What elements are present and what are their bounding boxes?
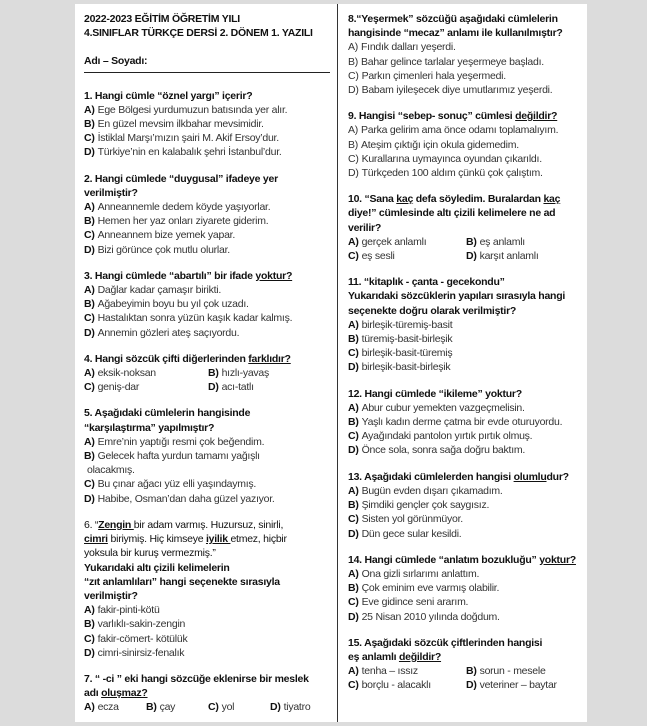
underlined-word: yoktur? xyxy=(255,269,293,282)
stem-text: Yukarıdaki sözcüklerin yapıları sırasıyla hangi xyxy=(348,290,566,303)
question-3 xyxy=(84,269,332,340)
answer-option[interactable] xyxy=(84,632,332,646)
option-text: Yaşlı kadın derme çatma bir evde oturuyordu. xyxy=(361,416,563,429)
question-stem-line xyxy=(348,221,584,235)
exam-course-title: 4.SINIFLAR TÜRKÇE DERSİ 2. DÖNEM 1. YAZILI xyxy=(84,27,313,40)
question-stem-line xyxy=(84,352,332,366)
stem-text: 15. Aşağıdaki sözcük çiftlerinden hangisi xyxy=(348,636,543,649)
option-letter: D) xyxy=(84,326,95,339)
option-text: Habibe, Osman’dan daha güzel yazıyor. xyxy=(97,492,275,505)
option-letter: B) xyxy=(84,450,95,463)
answer-option[interactable] xyxy=(348,55,584,69)
answer-option[interactable] xyxy=(84,283,332,297)
question-stem-line xyxy=(84,269,332,283)
option-text: Dağlar kadar çamaşır birikti. xyxy=(97,284,222,297)
answer-option[interactable] xyxy=(348,40,584,54)
answer-option[interactable] xyxy=(84,117,332,131)
underlined-word: kaç xyxy=(396,193,414,206)
option-text: acı-tatlı xyxy=(221,381,254,394)
option-text: eş sesli xyxy=(361,250,395,263)
answer-option[interactable] xyxy=(348,123,584,137)
option-text: geniş-dar xyxy=(97,381,140,394)
answer-option[interactable] xyxy=(466,678,584,692)
answer-option[interactable] xyxy=(348,581,584,595)
answer-option[interactable] xyxy=(348,360,584,374)
right-column xyxy=(348,12,584,693)
answer-option[interactable] xyxy=(84,311,332,325)
stem-text: eş anlamlı xyxy=(348,650,399,663)
option-letter: C) xyxy=(348,596,359,609)
option-text: çay xyxy=(159,701,176,714)
question-3 xyxy=(348,192,584,263)
answer-option[interactable] xyxy=(348,610,584,624)
question-stem-line xyxy=(348,289,584,303)
option-letter: A) xyxy=(84,201,95,214)
question-stem-line xyxy=(84,589,332,603)
answer-option[interactable] xyxy=(84,492,332,506)
question-4 xyxy=(84,352,332,395)
option-text: 25 Nisan 2010 yılında doğdum. xyxy=(361,610,500,623)
question-4 xyxy=(348,275,584,374)
option-letter: C) xyxy=(348,69,359,82)
option-letter: A) xyxy=(84,367,95,380)
stem-text: 8.“Yeşermek” sözcüğü aşağıdaki cümlelerin xyxy=(348,13,558,25)
option-text: Fındık dalları yeşerdi. xyxy=(361,41,456,54)
answer-option[interactable] xyxy=(348,152,584,166)
option-letter: B) xyxy=(146,701,157,714)
question-stem-line xyxy=(84,406,332,420)
option-letter: C) xyxy=(84,229,95,242)
option-text: Parkın çimenleri hala yeşermedi. xyxy=(361,69,506,82)
option-text: Gelecek hafta yurdun tamamı yağışlı xyxy=(97,450,260,463)
option-text: türemiş-basit-birleşik xyxy=(361,333,453,346)
answer-option[interactable] xyxy=(348,235,466,249)
option-letter: D) xyxy=(348,361,359,374)
option-text: Bugün evden dışarı çıkamadım. xyxy=(361,484,503,497)
underlined-word: değildir? xyxy=(398,650,442,663)
option-letter: C) xyxy=(348,347,359,360)
underlined-word: cimri xyxy=(84,533,108,546)
option-text: Parka gelirim ama önce odamı toplamalıyım. xyxy=(361,124,559,137)
answer-option[interactable] xyxy=(208,366,332,380)
stem-text: diye!” cümlesinde altı çizili kelimelere ne ad xyxy=(348,207,556,220)
options-row xyxy=(84,700,332,714)
option-letter: B) xyxy=(84,118,95,131)
question-stem-line xyxy=(348,304,584,318)
question-stem-line xyxy=(84,546,332,560)
option-letter: B) xyxy=(84,215,95,228)
answer-option[interactable] xyxy=(348,415,584,429)
stem-text: Yukarıdaki altı çizili kelimelerin xyxy=(84,561,230,574)
option-text: Çok eminim eve varmış olabilir. xyxy=(361,582,500,595)
option-letter: C) xyxy=(348,250,359,263)
option-letter: C) xyxy=(348,679,359,692)
option-letter: B) xyxy=(348,582,359,595)
option-letter: A) xyxy=(84,284,95,297)
underlined-word: kaç xyxy=(543,193,561,206)
option-letter: D) xyxy=(466,679,477,692)
option-letter: D) xyxy=(84,146,95,159)
question-stem-line xyxy=(84,172,332,186)
option-letter: D) xyxy=(84,646,95,659)
stem-text: hangisinde “mecaz” anlamı ile kullanılmıştır? xyxy=(348,27,563,40)
option-text: Ağabeyimin boyu bu yıl çok uzadı. xyxy=(97,298,249,311)
option-letter: A) xyxy=(348,124,358,137)
stem-text: verilir? xyxy=(348,221,382,234)
question-stem-line xyxy=(348,26,584,40)
option-text: Türkiye’nin en kalabalık şehri İstanbul’dur. xyxy=(97,146,282,159)
stem-text: 11. “kitaplık - çanta - gecekondu” xyxy=(348,276,505,289)
answer-option[interactable] xyxy=(348,484,584,498)
underlined-word: farklıdır? xyxy=(248,352,291,365)
question-2 xyxy=(348,109,584,180)
option-letter: D) xyxy=(208,381,219,394)
answer-option[interactable] xyxy=(466,664,584,678)
options-row xyxy=(348,249,584,263)
underlined-word: yoktur? xyxy=(539,553,576,566)
answer-option[interactable] xyxy=(208,700,270,714)
option-text: Anneannemle dedem köyde yaşıyorlar. xyxy=(97,201,271,214)
option-letter: D) xyxy=(466,250,477,263)
answer-option[interactable] xyxy=(84,449,332,463)
option-text: Bahar gelince tarlalar yeşermeye başladı. xyxy=(361,55,544,68)
stem-text: 3. Hangi cümlede “abartılı” bir ifade xyxy=(84,269,256,282)
stem-text: bir adam varmış. Huzursuz, sinirli, xyxy=(133,518,284,531)
option-letter: C) xyxy=(84,132,95,145)
option-text: Önce sola, sonra sağa doğru baktım. xyxy=(361,444,526,457)
option-text: eksik-noksan xyxy=(97,367,156,380)
option-text: Kurallarına uymayınca oyundan çıkarıldı. xyxy=(361,152,542,165)
option-text: Babam iyileşecek diye umutlarımız yeşerdi. xyxy=(361,84,553,97)
option-letter: A) xyxy=(84,604,95,617)
option-text: Annemin gözleri ateş saçıyordu. xyxy=(97,326,240,339)
option-text: Anneannem bize yemek yapar. xyxy=(97,229,236,242)
option-letter: A) xyxy=(348,665,359,678)
question-stem-line xyxy=(348,553,584,567)
stem-text: “zıt anlamlıları” hangi seçenekte sırasıyla xyxy=(84,575,280,588)
answer-option[interactable] xyxy=(84,366,208,380)
answer-option[interactable] xyxy=(348,138,584,152)
answer-option[interactable] xyxy=(348,332,584,346)
stem-text: 9. Hangisi “sebep- sonuç” cümlesi xyxy=(348,110,516,123)
option-text: Bizi görünce çok mutlu olurlar. xyxy=(97,243,230,256)
stem-text: 7. “ -ci ” eki hangi sözcüğe eklenirse bir meslek xyxy=(84,672,309,685)
option-text: Emre’nin yaptığı resmi çok beğendim. xyxy=(97,435,265,448)
answer-option[interactable] xyxy=(84,326,332,340)
question-6 xyxy=(348,470,584,541)
option-letter: D) xyxy=(348,444,359,457)
underlined-word: olumlu xyxy=(513,470,547,483)
answer-option[interactable] xyxy=(348,527,584,541)
question-stem-line xyxy=(348,12,584,26)
option-text: Hemen her yaz onları ziyarete giderim. xyxy=(97,215,269,228)
answer-option[interactable] xyxy=(348,567,584,581)
question-stem-line xyxy=(348,109,584,123)
question-stem-line xyxy=(348,275,584,289)
question-stem-line xyxy=(348,387,584,401)
option-text: birleşik-türemiş-basit xyxy=(361,318,453,331)
question-stem-line xyxy=(84,518,332,532)
answer-option[interactable] xyxy=(348,166,584,180)
answer-option[interactable] xyxy=(84,646,332,660)
option-text: olacakmış. xyxy=(87,464,135,477)
stem-text: biriymiş. Hiç kimseye xyxy=(107,533,206,546)
option-letter: D) xyxy=(348,167,359,180)
option-text: Ona gizli sırlarımı anlattım. xyxy=(361,567,480,580)
option-letter: C) xyxy=(348,430,359,443)
option-letter: A) xyxy=(348,484,359,497)
question-stem-line xyxy=(348,470,584,484)
answer-option[interactable] xyxy=(84,228,332,242)
option-text: Abur cubur yemekten vazgeçmelisin. xyxy=(361,401,525,414)
option-letter: B) xyxy=(348,138,358,151)
stem-text: 13. Aşağıdaki cümlelerden hangisi xyxy=(348,470,514,483)
option-letter: B) xyxy=(348,333,359,346)
name-field-label: Adı – Soyadı: xyxy=(84,54,330,72)
stem-text: 5. Aşağıdaki cümlelerin hangisinde xyxy=(84,407,251,420)
option-text: Ege Bölgesi yurdumuzun batısında yer alır. xyxy=(97,103,288,116)
answer-option[interactable] xyxy=(84,435,332,449)
option-text: hızlı-yavaş xyxy=(221,367,270,380)
answer-option[interactable] xyxy=(348,83,584,97)
option-text: fakir-cömert- kötülük xyxy=(97,632,188,645)
option-text: cimri-sinirsiz-fenalık xyxy=(97,646,185,659)
answer-option[interactable] xyxy=(84,103,332,117)
option-letter: C) xyxy=(84,381,95,394)
stem-text: yoksula bir kuruş vermezmiş.” xyxy=(84,547,216,560)
option-letter: A) xyxy=(348,401,359,414)
answer-option[interactable] xyxy=(348,318,584,332)
question-8 xyxy=(348,636,584,693)
option-letter: B) xyxy=(466,235,477,248)
answer-option[interactable] xyxy=(84,131,332,145)
underlined-word: Zengin xyxy=(98,518,134,531)
question-stem-line xyxy=(84,532,332,546)
option-text: karşıt anlamlı xyxy=(479,250,539,263)
question-6 xyxy=(84,518,332,660)
option-letter: A) xyxy=(84,103,95,116)
option-text: borçlu - alacaklı xyxy=(361,679,431,692)
stem-text: adı xyxy=(84,687,102,700)
answer-option[interactable] xyxy=(84,380,208,394)
answer-option[interactable] xyxy=(466,249,584,263)
question-7 xyxy=(348,553,584,624)
question-stem-line xyxy=(84,561,332,575)
question-stem-line xyxy=(84,575,332,589)
option-text: tenha – ıssız xyxy=(361,665,418,678)
option-letter: A) xyxy=(348,567,359,580)
option-text: Eve gidince seni ararım. xyxy=(361,596,469,609)
answer-option[interactable] xyxy=(348,443,584,457)
answer-option[interactable] xyxy=(348,664,466,678)
option-text: İstiklal Marşı’mızın şairi M. Akif Ersoy’dur. xyxy=(97,132,279,145)
option-text: Dün gece sular kesildi. xyxy=(361,527,462,540)
stem-text: verilmiştir? xyxy=(84,186,138,199)
answer-option[interactable] xyxy=(348,595,584,609)
option-text: eş anlamlı xyxy=(479,235,525,248)
question-stem-line xyxy=(348,192,584,206)
answer-option[interactable] xyxy=(84,700,146,714)
option-letter: B) xyxy=(466,665,477,678)
underlined-word: değildir? xyxy=(515,110,558,123)
question-stem-line xyxy=(84,672,332,686)
underlined-word: oluşmaz? xyxy=(101,687,148,700)
option-text: Sisten yol görünmüyor. xyxy=(361,513,463,526)
option-letter: B) xyxy=(84,298,95,311)
option-letter: D) xyxy=(84,243,95,256)
option-letter: C) xyxy=(208,701,219,714)
option-text: ecza xyxy=(97,701,119,714)
answer-option[interactable] xyxy=(84,617,332,631)
stem-text: etmez, hiçbir xyxy=(230,533,287,546)
answer-option[interactable] xyxy=(348,69,584,83)
answer-option[interactable] xyxy=(208,380,332,394)
answer-option[interactable] xyxy=(146,700,208,714)
answer-option[interactable] xyxy=(84,603,332,617)
option-letter: B) xyxy=(84,618,95,631)
option-letter: D) xyxy=(348,527,359,540)
question-5 xyxy=(348,387,584,458)
underlined-word: iyilik xyxy=(205,533,231,546)
option-letter: A) xyxy=(84,435,95,448)
option-text: gerçek anlamlı xyxy=(361,235,427,248)
option-letter: D) xyxy=(348,84,359,97)
options-row xyxy=(348,235,584,249)
stem-text: 4. Hangi sözcük çifti diğerlerinden xyxy=(84,352,249,365)
stem-text: 14. Hangi cümlede “anlatım bozukluğu” xyxy=(348,553,540,566)
option-letter: B) xyxy=(348,416,359,429)
option-letter: D) xyxy=(270,701,281,714)
option-letter: A) xyxy=(348,318,359,331)
answer-option[interactable] xyxy=(348,429,584,443)
answer-option[interactable] xyxy=(348,401,584,415)
question-stem-line xyxy=(348,206,584,220)
options-row xyxy=(84,366,332,380)
answer-option[interactable] xyxy=(348,678,466,692)
answer-option[interactable] xyxy=(84,297,332,311)
question-stem-line xyxy=(348,636,584,650)
option-text: Ateşim çıktığı için okula gidemedim. xyxy=(361,138,519,151)
exam-page xyxy=(75,4,587,722)
stem-text: 12. Hangi cümlede “ikileme” yoktur? xyxy=(348,387,522,400)
stem-text: dur? xyxy=(546,470,569,483)
question-2 xyxy=(84,172,332,257)
option-text: sorun - mesele xyxy=(479,665,546,678)
stem-text: 2. Hangi cümlede “duygusal” ifadeye yer xyxy=(84,172,278,185)
option-letter: B) xyxy=(208,367,219,380)
option-letter: A) xyxy=(348,41,358,54)
option-text: Bu çınar ağacı yüz elli yaşındaymış. xyxy=(97,478,257,491)
options-row xyxy=(348,664,584,678)
option-text: Ayağındaki pantolon yırtık pırtık olmuş. xyxy=(361,430,533,443)
option-text: birleşik-basit-birleşik xyxy=(361,361,451,374)
options-row xyxy=(84,380,332,394)
exam-year-title: 2022-2023 EĞİTİM ÖĞRETİM YILI xyxy=(84,13,240,25)
answer-option[interactable] xyxy=(84,214,332,228)
answer-option[interactable] xyxy=(84,463,332,477)
option-letter: D) xyxy=(348,610,359,623)
option-letter: C) xyxy=(84,632,95,645)
answer-option[interactable] xyxy=(348,498,584,512)
option-text: fakir-pinti-kötü xyxy=(97,604,160,617)
answer-option[interactable] xyxy=(84,243,332,257)
stem-text: 1. Hangi cümle “öznel yargı” içerir? xyxy=(84,89,253,102)
option-letter: B) xyxy=(348,499,359,512)
answer-option[interactable] xyxy=(84,477,332,491)
question-stem-line xyxy=(84,89,332,103)
answer-option[interactable] xyxy=(84,200,332,214)
question-stem-line xyxy=(348,650,584,664)
stem-text: 6. “ xyxy=(84,518,99,531)
stem-text: 10. “Sana xyxy=(348,193,397,206)
answer-option[interactable] xyxy=(466,235,584,249)
stem-text: defa söyledim. Buralardan xyxy=(413,193,544,206)
options-row xyxy=(348,678,584,692)
option-text: yol xyxy=(221,701,235,714)
column-divider xyxy=(337,4,338,722)
option-letter: C) xyxy=(84,478,95,491)
option-text: tiyatro xyxy=(283,701,311,714)
option-text: veteriner – baytar xyxy=(479,679,557,692)
stem-text: verilmiştir? xyxy=(84,589,138,602)
option-letter: A) xyxy=(348,235,359,248)
option-text: En güzel mevsim ilkbahar mevsimidir. xyxy=(97,118,264,131)
question-stem-line xyxy=(84,686,332,700)
answer-option[interactable] xyxy=(348,346,584,360)
option-letter: C) xyxy=(84,312,95,325)
question-7 xyxy=(84,672,332,715)
option-letter: D) xyxy=(84,492,95,505)
stem-text: “karşılaştırma” yapılmıştır? xyxy=(84,421,215,434)
option-letter: A) xyxy=(84,701,95,714)
question-5 xyxy=(84,406,332,505)
option-text: Şimdiki gençler çok saygısız. xyxy=(361,499,490,512)
question-1 xyxy=(348,12,584,97)
option-text: birleşik-basit-türemiş xyxy=(361,347,453,360)
option-letter: C) xyxy=(348,152,359,165)
left-column xyxy=(84,12,332,715)
answer-option[interactable] xyxy=(84,145,332,159)
option-text: Türkçeden 100 aldım çünkü çok çalıştım. xyxy=(361,167,543,180)
answer-option[interactable] xyxy=(348,512,584,526)
answer-option[interactable] xyxy=(348,249,466,263)
question-stem-line xyxy=(84,421,332,435)
answer-option[interactable] xyxy=(270,700,332,714)
option-letter: C) xyxy=(348,513,359,526)
stem-text: seçenekte doğru olarak verilmiştir? xyxy=(348,304,517,317)
option-text: Hastalıktan sonra yüzün kaşık kadar kalmış. xyxy=(97,312,293,325)
option-text: varlıklı-sakin-zengin xyxy=(97,618,186,631)
option-letter: B) xyxy=(348,55,358,68)
question-stem-line xyxy=(84,186,332,200)
question-1 xyxy=(84,89,332,160)
